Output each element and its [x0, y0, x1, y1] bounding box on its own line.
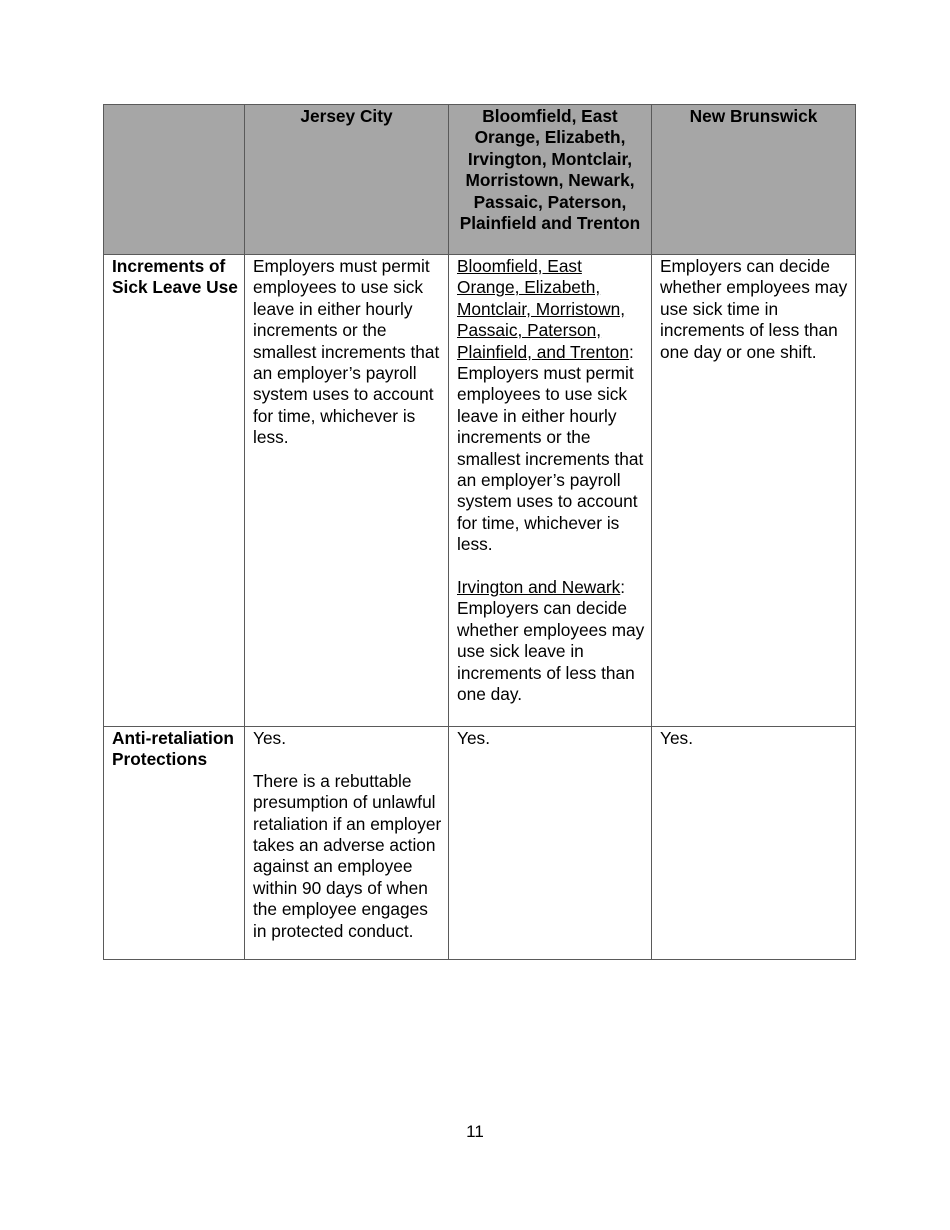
- row-label-anti-retaliation: Anti-retaliation Protections: [104, 727, 245, 960]
- jersey-city-retaliation-detail: There is a rebuttable presumption of unlawful retaliation if an employer takes an adverse action against an employee within 90 days of when the employee engages in protected conduct.: [253, 770, 442, 941]
- cell-new-brunswick-retaliation: Yes.: [652, 727, 856, 960]
- paragraph-gap: [457, 556, 646, 577]
- comparison-table: [103, 104, 856, 960]
- table-row: [104, 255, 856, 727]
- row-label-increments: Increments of Sick Leave Use: [104, 255, 245, 727]
- group-part1-text: : Employers must permit employees to use sick leave in either hourly increments or the smallest increments that an employer’s payroll system uses to account for time, whichever is less.: [457, 341, 644, 555]
- header-row: [104, 105, 856, 255]
- table-row: [104, 727, 856, 960]
- cell-jersey-city-increments: Employers must permit employees to use sick leave in either hourly increments or the smallest increments that an employer’s payroll system uses to account for time, whichever is less.: [245, 255, 449, 727]
- group-part2-text: : Employers can decide whether employees may use sick leave in increments of less than one day.: [457, 577, 645, 705]
- cell-group-increments: [449, 255, 652, 727]
- header-new-brunswick: New Brunswick: [652, 105, 856, 255]
- cell-jersey-city-retaliation: [245, 727, 449, 960]
- cell-group-retaliation: Yes.: [449, 727, 652, 960]
- page-number: 11: [466, 1122, 484, 1141]
- paragraph-gap: [253, 749, 443, 770]
- header-city-group: Bloomfield, East Orange, Elizabeth, Irvington, Montclair, Morristown, Newark, Passaic, Paterson, Plainfield and Trenton: [449, 105, 652, 255]
- cell-new-brunswick-increments: Employers can decide whether employees may use sick time in increments of less than one day or one shift.: [652, 255, 856, 727]
- group-part2-cities: Irvington and Newark: [457, 577, 621, 598]
- header-jersey-city: Jersey City: [245, 105, 449, 255]
- group-part1-cities: Bloomfield, East Orange, Elizabeth, Montclair, Morristown, Passaic, Paterson, Plainfield, and Trenton: [457, 256, 629, 362]
- jersey-city-retaliation-yes: Yes.: [253, 728, 286, 748]
- header-empty: [104, 105, 245, 255]
